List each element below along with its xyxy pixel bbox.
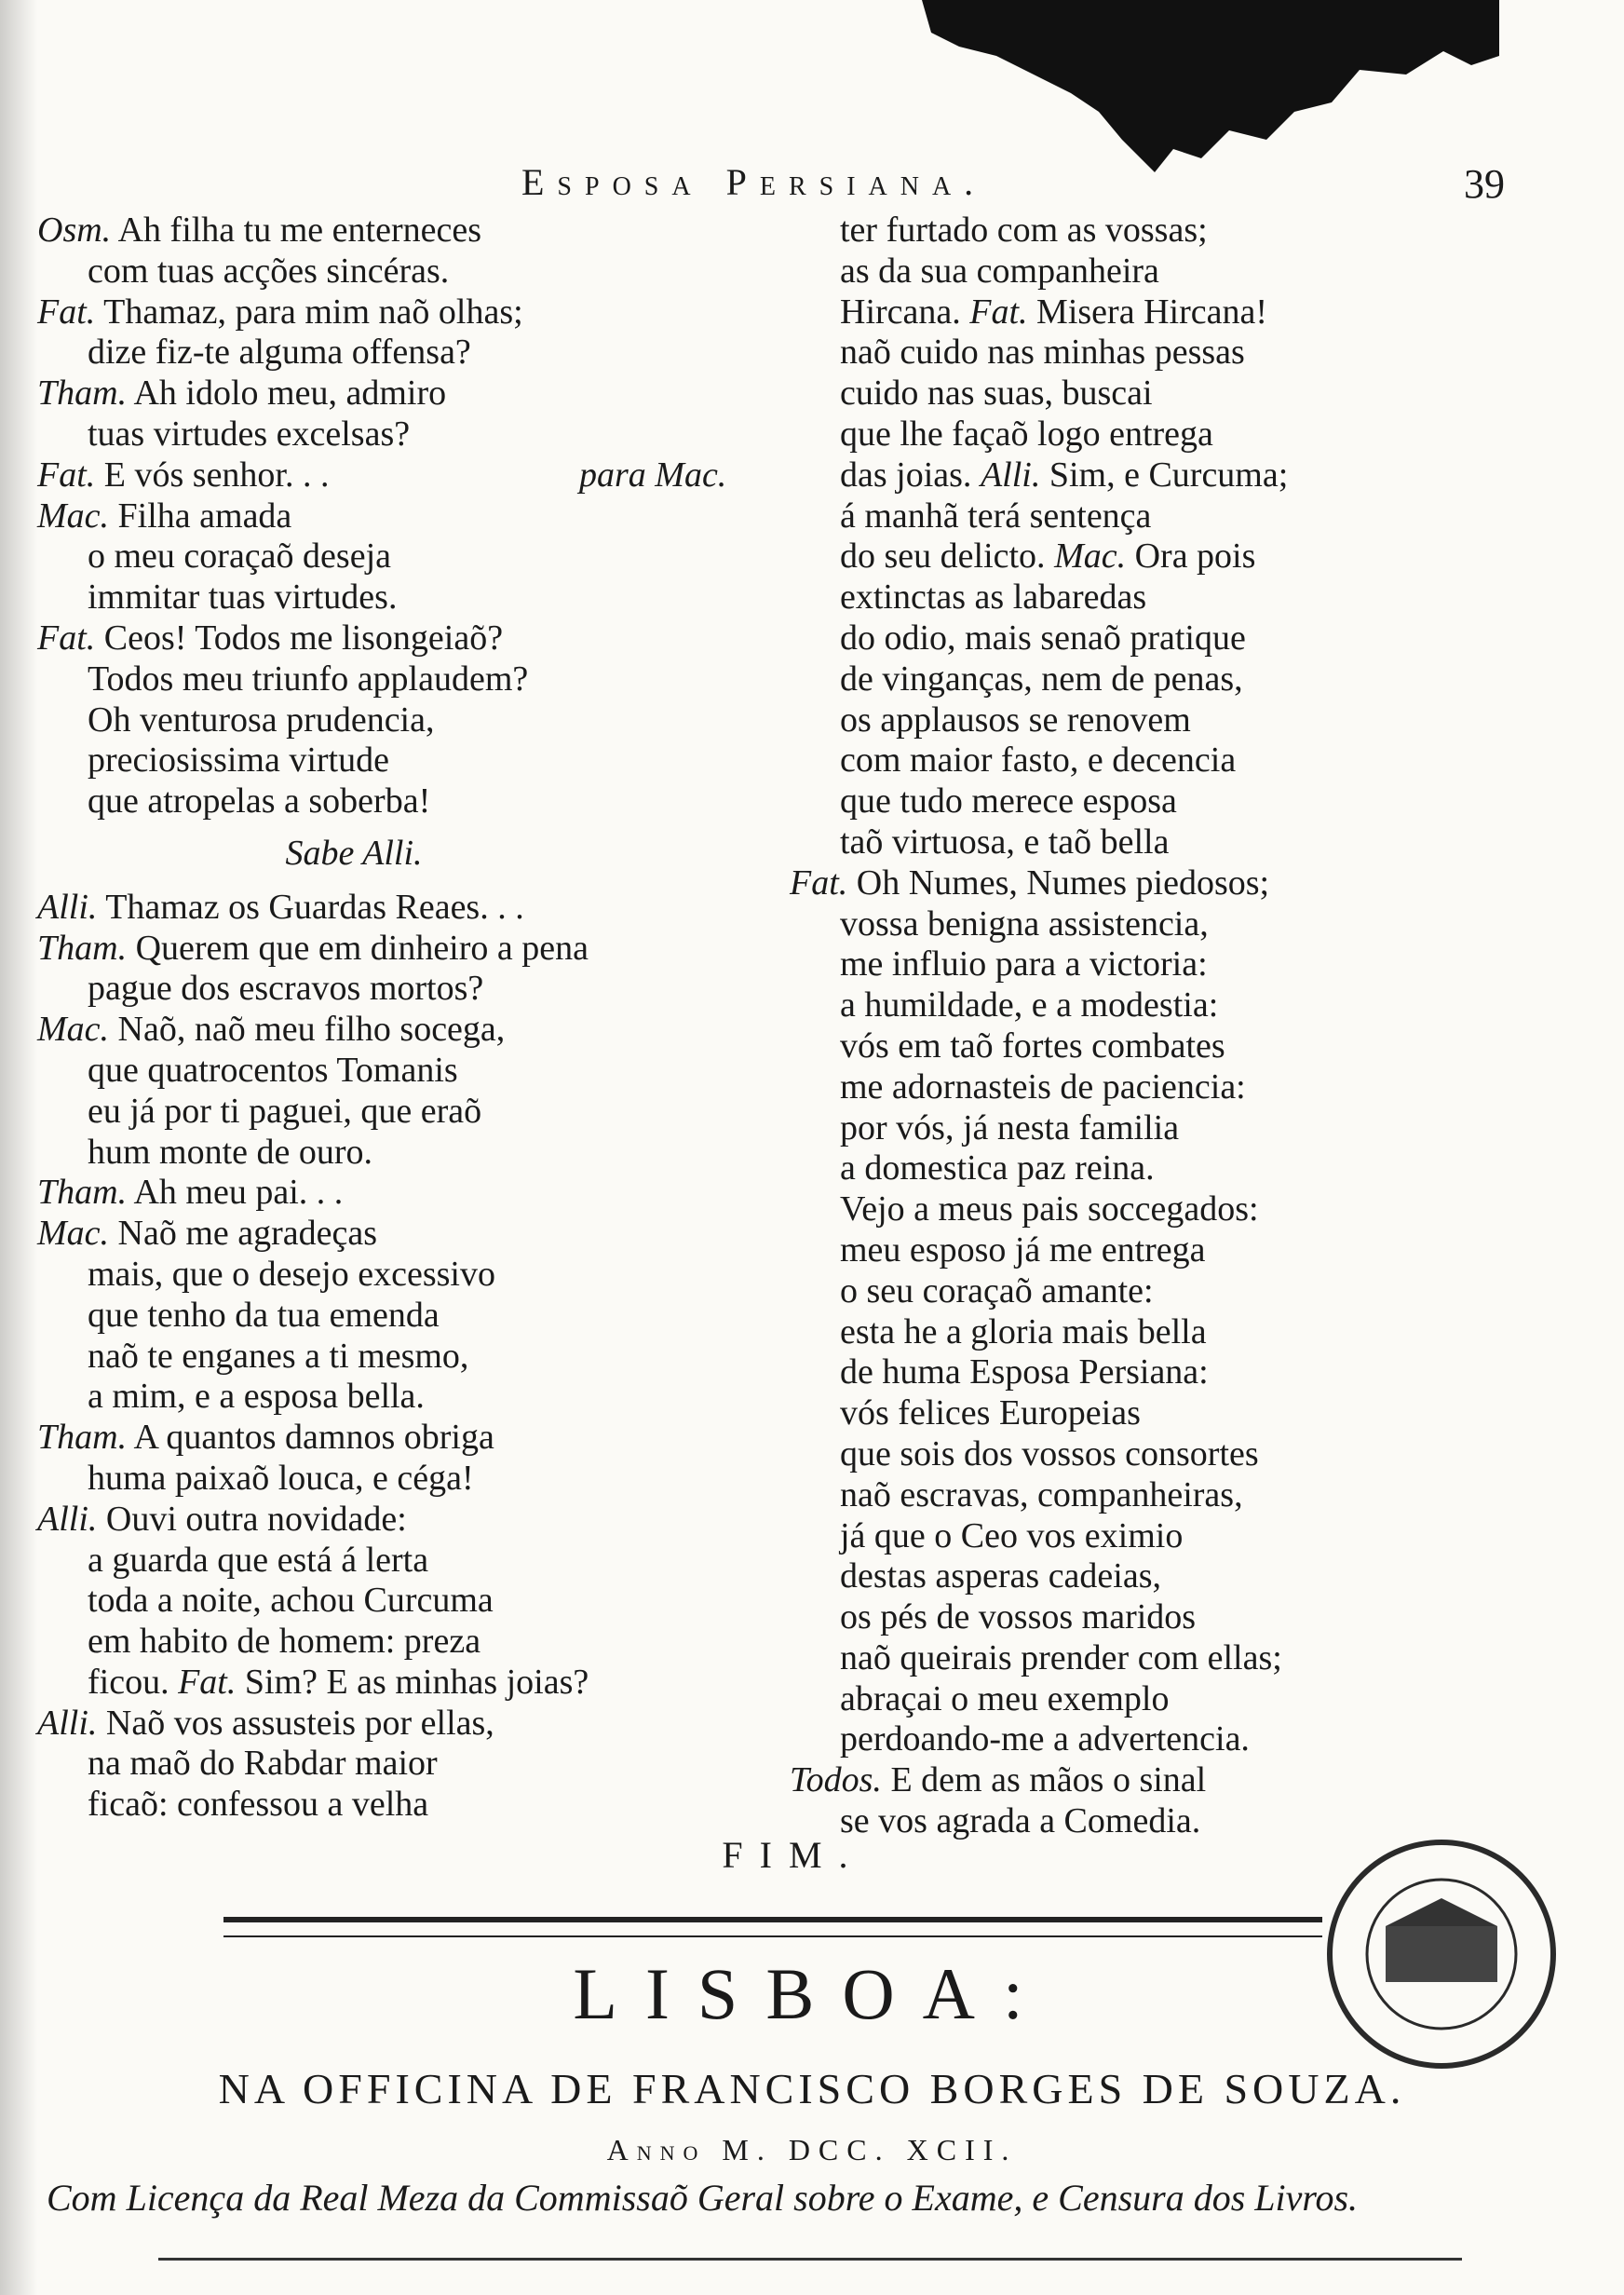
library-stamp-seal bbox=[1320, 1833, 1563, 2075]
page-number: 39 bbox=[1464, 161, 1505, 207]
verse-line bbox=[37, 1051, 782, 1092]
verse-line bbox=[37, 1214, 782, 1255]
verse-line bbox=[790, 577, 1535, 618]
verse-line bbox=[790, 292, 1535, 333]
verse-text: immitar tuas virtudes. bbox=[88, 577, 398, 618]
verse-line bbox=[790, 210, 1535, 251]
speaker-name: Mac. bbox=[37, 496, 110, 536]
verse-line bbox=[37, 1581, 782, 1622]
verse-text: que lhe façaõ logo entrega bbox=[840, 414, 1213, 454]
speaker-name: Mac. bbox=[37, 1010, 110, 1050]
stage-direction: Sabe Alli. bbox=[285, 833, 423, 873]
verse-line bbox=[790, 1434, 1535, 1475]
verse-line bbox=[790, 822, 1535, 863]
verse-line bbox=[37, 1092, 782, 1133]
verse-text: Misera Hircana! bbox=[1036, 292, 1267, 332]
verse-text: o seu coraçaõ amante: bbox=[840, 1270, 1154, 1310]
verse-line bbox=[790, 1393, 1535, 1434]
verse-line bbox=[790, 496, 1535, 537]
verse-line bbox=[37, 659, 782, 700]
verse-text: hum monte de ouro. bbox=[88, 1132, 373, 1172]
verse-text: Hircana. bbox=[840, 292, 961, 332]
verse-text: Ah meu pai. . . bbox=[133, 1173, 344, 1213]
verse-line bbox=[790, 1760, 1535, 1801]
verse-text: vossa benigna assistencia, bbox=[840, 903, 1209, 944]
verse-line bbox=[37, 1337, 782, 1378]
verse-text: Oh venturosa prudencia, bbox=[88, 699, 435, 740]
verse-text: Ah filha tu me enterneces bbox=[117, 210, 481, 250]
verse-text: os pés de vossos maridos bbox=[840, 1597, 1197, 1637]
speaker-name: Tham. bbox=[37, 1418, 128, 1458]
speaker-name: Alli. bbox=[37, 1703, 98, 1743]
verse-line bbox=[37, 373, 782, 414]
verse-text: Thamaz os Guardas Reaes. . . bbox=[105, 887, 524, 927]
verse-line bbox=[790, 455, 1535, 496]
verse-line bbox=[790, 659, 1535, 700]
verse-text: toda a noite, achou Curcuma bbox=[88, 1581, 494, 1621]
right-column bbox=[790, 210, 1535, 1842]
verse-line bbox=[790, 1189, 1535, 1230]
verse-text: que sois dos vossos consortes bbox=[840, 1433, 1259, 1473]
verse-text: de huma Esposa Persiana: bbox=[840, 1352, 1209, 1392]
verse-text: ficaõ: confessou a velha bbox=[88, 1785, 429, 1825]
verse-text: Oh Numes, Numes piedosos; bbox=[856, 862, 1270, 903]
verse-line bbox=[37, 577, 782, 618]
verse-text: com maior fasto, e decencia bbox=[840, 740, 1237, 781]
divider-thick bbox=[223, 1917, 1322, 1922]
verse-text: naõ escravas, companheiras, bbox=[840, 1474, 1243, 1514]
verse-line bbox=[790, 944, 1535, 985]
verse-text: na maõ do Rabdar maior bbox=[88, 1744, 438, 1784]
verse-line bbox=[790, 1352, 1535, 1393]
verse-line bbox=[790, 740, 1535, 781]
verse-line bbox=[790, 1230, 1535, 1271]
imprint-year: Anno M. DCC. XCII. bbox=[606, 2133, 1018, 2166]
verse-line bbox=[37, 414, 782, 455]
verse-text: naõ te enganes a ti mesmo, bbox=[88, 1336, 469, 1376]
verse-text: me influio para a victoria: bbox=[840, 944, 1208, 985]
verse-text: os applausos se renovem bbox=[840, 699, 1191, 740]
verse-text: Filha amada bbox=[117, 496, 292, 536]
speaker-name: Alli. bbox=[37, 1499, 98, 1539]
verse-text: eu já por ti paguei, que eraõ bbox=[88, 1091, 482, 1131]
verse-line bbox=[37, 1622, 782, 1663]
verse-text: esta he a gloria mais bella bbox=[840, 1311, 1207, 1351]
verse-line bbox=[37, 1010, 782, 1051]
verse-text: A quantos damnos obriga bbox=[133, 1418, 494, 1458]
verse-line bbox=[790, 1679, 1535, 1720]
verse-text: naõ cuido nas minhas pessas bbox=[840, 333, 1245, 373]
verse-text: Thamaz, para mim naõ olhas; bbox=[103, 292, 523, 332]
speaker-name: Alli. bbox=[37, 887, 98, 927]
speaker-name: Mac. bbox=[37, 1214, 110, 1254]
verse-line bbox=[37, 1377, 782, 1418]
verse-text: a humildade, e a modestia: bbox=[840, 985, 1219, 1025]
verse-line bbox=[790, 904, 1535, 945]
speaker-name: Fat. bbox=[969, 292, 1028, 332]
verse-text: Naõ, naõ meu filho socega, bbox=[117, 1010, 506, 1050]
verse-line bbox=[37, 1744, 782, 1785]
verse-text: vós em taõ fortes combates bbox=[840, 1025, 1225, 1066]
verse-text: vós felices Europeias bbox=[840, 1393, 1141, 1433]
verse-line bbox=[37, 1173, 782, 1214]
verse-line bbox=[37, 292, 782, 333]
verse-text: a guarda que está á lerta bbox=[88, 1540, 429, 1580]
verse-line bbox=[790, 985, 1535, 1026]
verse-line bbox=[37, 251, 782, 292]
verse-line bbox=[790, 414, 1535, 455]
verse-line bbox=[790, 863, 1535, 904]
verse-text: meu esposo já me entrega bbox=[840, 1229, 1206, 1270]
verse-text: que tudo merece esposa bbox=[840, 781, 1177, 822]
verse-text: perdoando-me a advertencia. bbox=[840, 1719, 1250, 1759]
verse-text: se vos agrada a Comedia. bbox=[840, 1801, 1201, 1841]
verse-line bbox=[790, 1597, 1535, 1638]
speaker-name: Todos. bbox=[790, 1760, 882, 1800]
verse-line bbox=[790, 1108, 1535, 1149]
verse-line bbox=[790, 1719, 1535, 1760]
verse-line bbox=[790, 333, 1535, 373]
speaker-name: Fat. bbox=[37, 618, 96, 658]
verse-line bbox=[790, 700, 1535, 741]
verse-line bbox=[37, 1663, 782, 1704]
verse-text: com tuas acções sincéras. bbox=[88, 251, 450, 291]
bottom-rule bbox=[158, 2258, 1462, 2261]
verse-text: extinctas as labaredas bbox=[840, 577, 1147, 618]
verse-line bbox=[790, 1067, 1535, 1108]
verse-line bbox=[790, 618, 1535, 659]
verse-text: tuas virtudes excelsas? bbox=[88, 414, 411, 454]
verse-line bbox=[37, 536, 782, 577]
verse-line bbox=[37, 929, 782, 970]
verse-text: E vós senhor. . . bbox=[103, 455, 330, 495]
stage-direction-inline: para Mac. bbox=[579, 455, 727, 495]
verse-line bbox=[37, 1500, 782, 1541]
verse-text: Sim, e Curcuma; bbox=[1049, 455, 1289, 495]
verse-line bbox=[37, 888, 782, 929]
left-column bbox=[37, 210, 782, 1826]
verse-text: das joias. bbox=[840, 455, 972, 495]
verse-line bbox=[37, 1785, 782, 1826]
verse-text: dize fiz-te alguma offensa? bbox=[88, 333, 471, 373]
verse-text: E dem as mãos o sinal bbox=[890, 1760, 1207, 1800]
verse-text: naõ queirais prender com ellas; bbox=[840, 1637, 1282, 1677]
verse-line bbox=[790, 373, 1535, 414]
verse-text: Ora pois bbox=[1134, 536, 1256, 577]
divider-thin bbox=[223, 1935, 1322, 1937]
speaker-name: Fat. bbox=[790, 862, 848, 903]
speaker-name: Fat. bbox=[37, 455, 96, 495]
imprint-press: NA OFFICINA DE FRANCISCO BORGES DE SOUZA. bbox=[218, 2065, 1406, 2112]
verse-line bbox=[37, 333, 782, 373]
imprint-license: Com Licença da Real Meza da Commissaõ Geral sobre o Exame, e Censura dos Livros. bbox=[47, 2177, 1359, 2219]
verse-text: a mim, e a esposa bella. bbox=[88, 1377, 425, 1417]
verse-line bbox=[790, 1475, 1535, 1516]
verse-text: o meu coraçaõ deseja bbox=[88, 536, 391, 577]
verse-text: ter furtado com as vossas; bbox=[840, 210, 1208, 250]
torn-corner bbox=[922, 0, 1499, 186]
verse-line bbox=[790, 251, 1535, 292]
speaker-name: Osm. bbox=[37, 210, 112, 250]
verse-line bbox=[37, 1704, 782, 1745]
verse-line bbox=[37, 210, 782, 251]
verse-text: por vós, já nesta familia bbox=[840, 1107, 1180, 1148]
verse-text: as da sua companheira bbox=[840, 251, 1159, 291]
verse-text: Vejo a meus pais soccegados: bbox=[840, 1189, 1259, 1229]
verse-text: mais, que o desejo excessivo bbox=[88, 1254, 495, 1294]
verse-line bbox=[37, 700, 782, 741]
speaker-name: Tham. bbox=[37, 373, 128, 414]
speaker-name: Tham. bbox=[37, 1173, 128, 1213]
verse-text: taõ virtuosa, e taõ bella bbox=[840, 822, 1170, 862]
verse-line bbox=[790, 1271, 1535, 1312]
verse-text: ficou. bbox=[88, 1662, 169, 1702]
verse-text: já que o Ceo vos eximio bbox=[840, 1515, 1184, 1555]
verse-text: Naõ me agradeças bbox=[117, 1214, 378, 1254]
verse-text: Todos meu triunfo applaudem? bbox=[88, 659, 529, 699]
verse-line bbox=[37, 1541, 782, 1582]
verse-text: de vinganças, nem de penas, bbox=[840, 659, 1243, 699]
verse-text: huma paixaõ louca, e céga! bbox=[88, 1458, 474, 1498]
verse-line bbox=[790, 1516, 1535, 1557]
verse-line bbox=[790, 1556, 1535, 1597]
running-head: Esposa Persiana. bbox=[521, 161, 987, 203]
verse-line bbox=[790, 1026, 1535, 1067]
speaker-name: Mac. bbox=[1054, 536, 1127, 577]
speaker-name: Alli. bbox=[980, 455, 1041, 495]
verse-text: Ceos! Todos me lisongeiaõ? bbox=[103, 618, 504, 658]
verse-text: Ouvi outra novidade: bbox=[105, 1499, 407, 1539]
verse-text: em habito de homem: preza bbox=[88, 1622, 481, 1662]
verse-text: que atropelas a soberba! bbox=[88, 781, 431, 822]
verse-line bbox=[37, 455, 782, 496]
verse-line bbox=[37, 1255, 782, 1296]
verse-line bbox=[37, 618, 782, 659]
verse-line bbox=[37, 1459, 782, 1500]
verse-line bbox=[790, 1312, 1535, 1353]
verse-line bbox=[37, 781, 782, 822]
speaker-name: Fat. bbox=[178, 1662, 237, 1702]
verse-text: preciosissima virtude bbox=[88, 740, 389, 781]
verse-line bbox=[37, 1296, 782, 1337]
verse-text: do odio, mais senaõ pratique bbox=[840, 618, 1246, 658]
verse-line bbox=[37, 740, 782, 781]
verse-text: a domestica paz reina. bbox=[840, 1148, 1155, 1188]
verse-text: destas asperas cadeias, bbox=[840, 1556, 1162, 1596]
verse-text: Querem que em dinheiro a pena bbox=[135, 928, 589, 968]
page-edge-shadow bbox=[0, 0, 37, 2295]
verse-text: que quatrocentos Tomanis bbox=[88, 1050, 458, 1090]
verse-line bbox=[790, 1638, 1535, 1679]
verse-line bbox=[37, 1418, 782, 1459]
verse-text: abraçai o meu exemplo bbox=[840, 1678, 1170, 1718]
verse-line bbox=[37, 1133, 782, 1174]
speaker-name: Fat. bbox=[37, 292, 96, 332]
verse-text: á manhã terá sentença bbox=[840, 496, 1152, 536]
verse-text: que tenho da tua emenda bbox=[88, 1295, 440, 1335]
verse-text: me adornasteis de paciencia: bbox=[840, 1066, 1246, 1107]
verse-line bbox=[37, 969, 782, 1010]
verse-line bbox=[790, 536, 1535, 577]
speaker-name: Tham. bbox=[37, 928, 128, 968]
verse-text: Naõ vos assusteis por ellas, bbox=[105, 1703, 494, 1743]
imprint-city: LISBOA: bbox=[573, 1953, 1051, 2034]
verse-text: pague dos escravos mortos? bbox=[88, 969, 484, 1009]
end-mark: FIM. bbox=[722, 1834, 865, 1876]
verse-text: cuido nas suas, buscai bbox=[840, 373, 1153, 414]
verse-line bbox=[37, 496, 782, 537]
verse-text: Sim? E as minhas joias? bbox=[244, 1662, 589, 1702]
verse-line bbox=[790, 781, 1535, 822]
verse-text: do seu delicto. bbox=[840, 536, 1046, 577]
verse-text: Ah idolo meu, admiro bbox=[133, 373, 447, 414]
verse-line bbox=[790, 1148, 1535, 1189]
